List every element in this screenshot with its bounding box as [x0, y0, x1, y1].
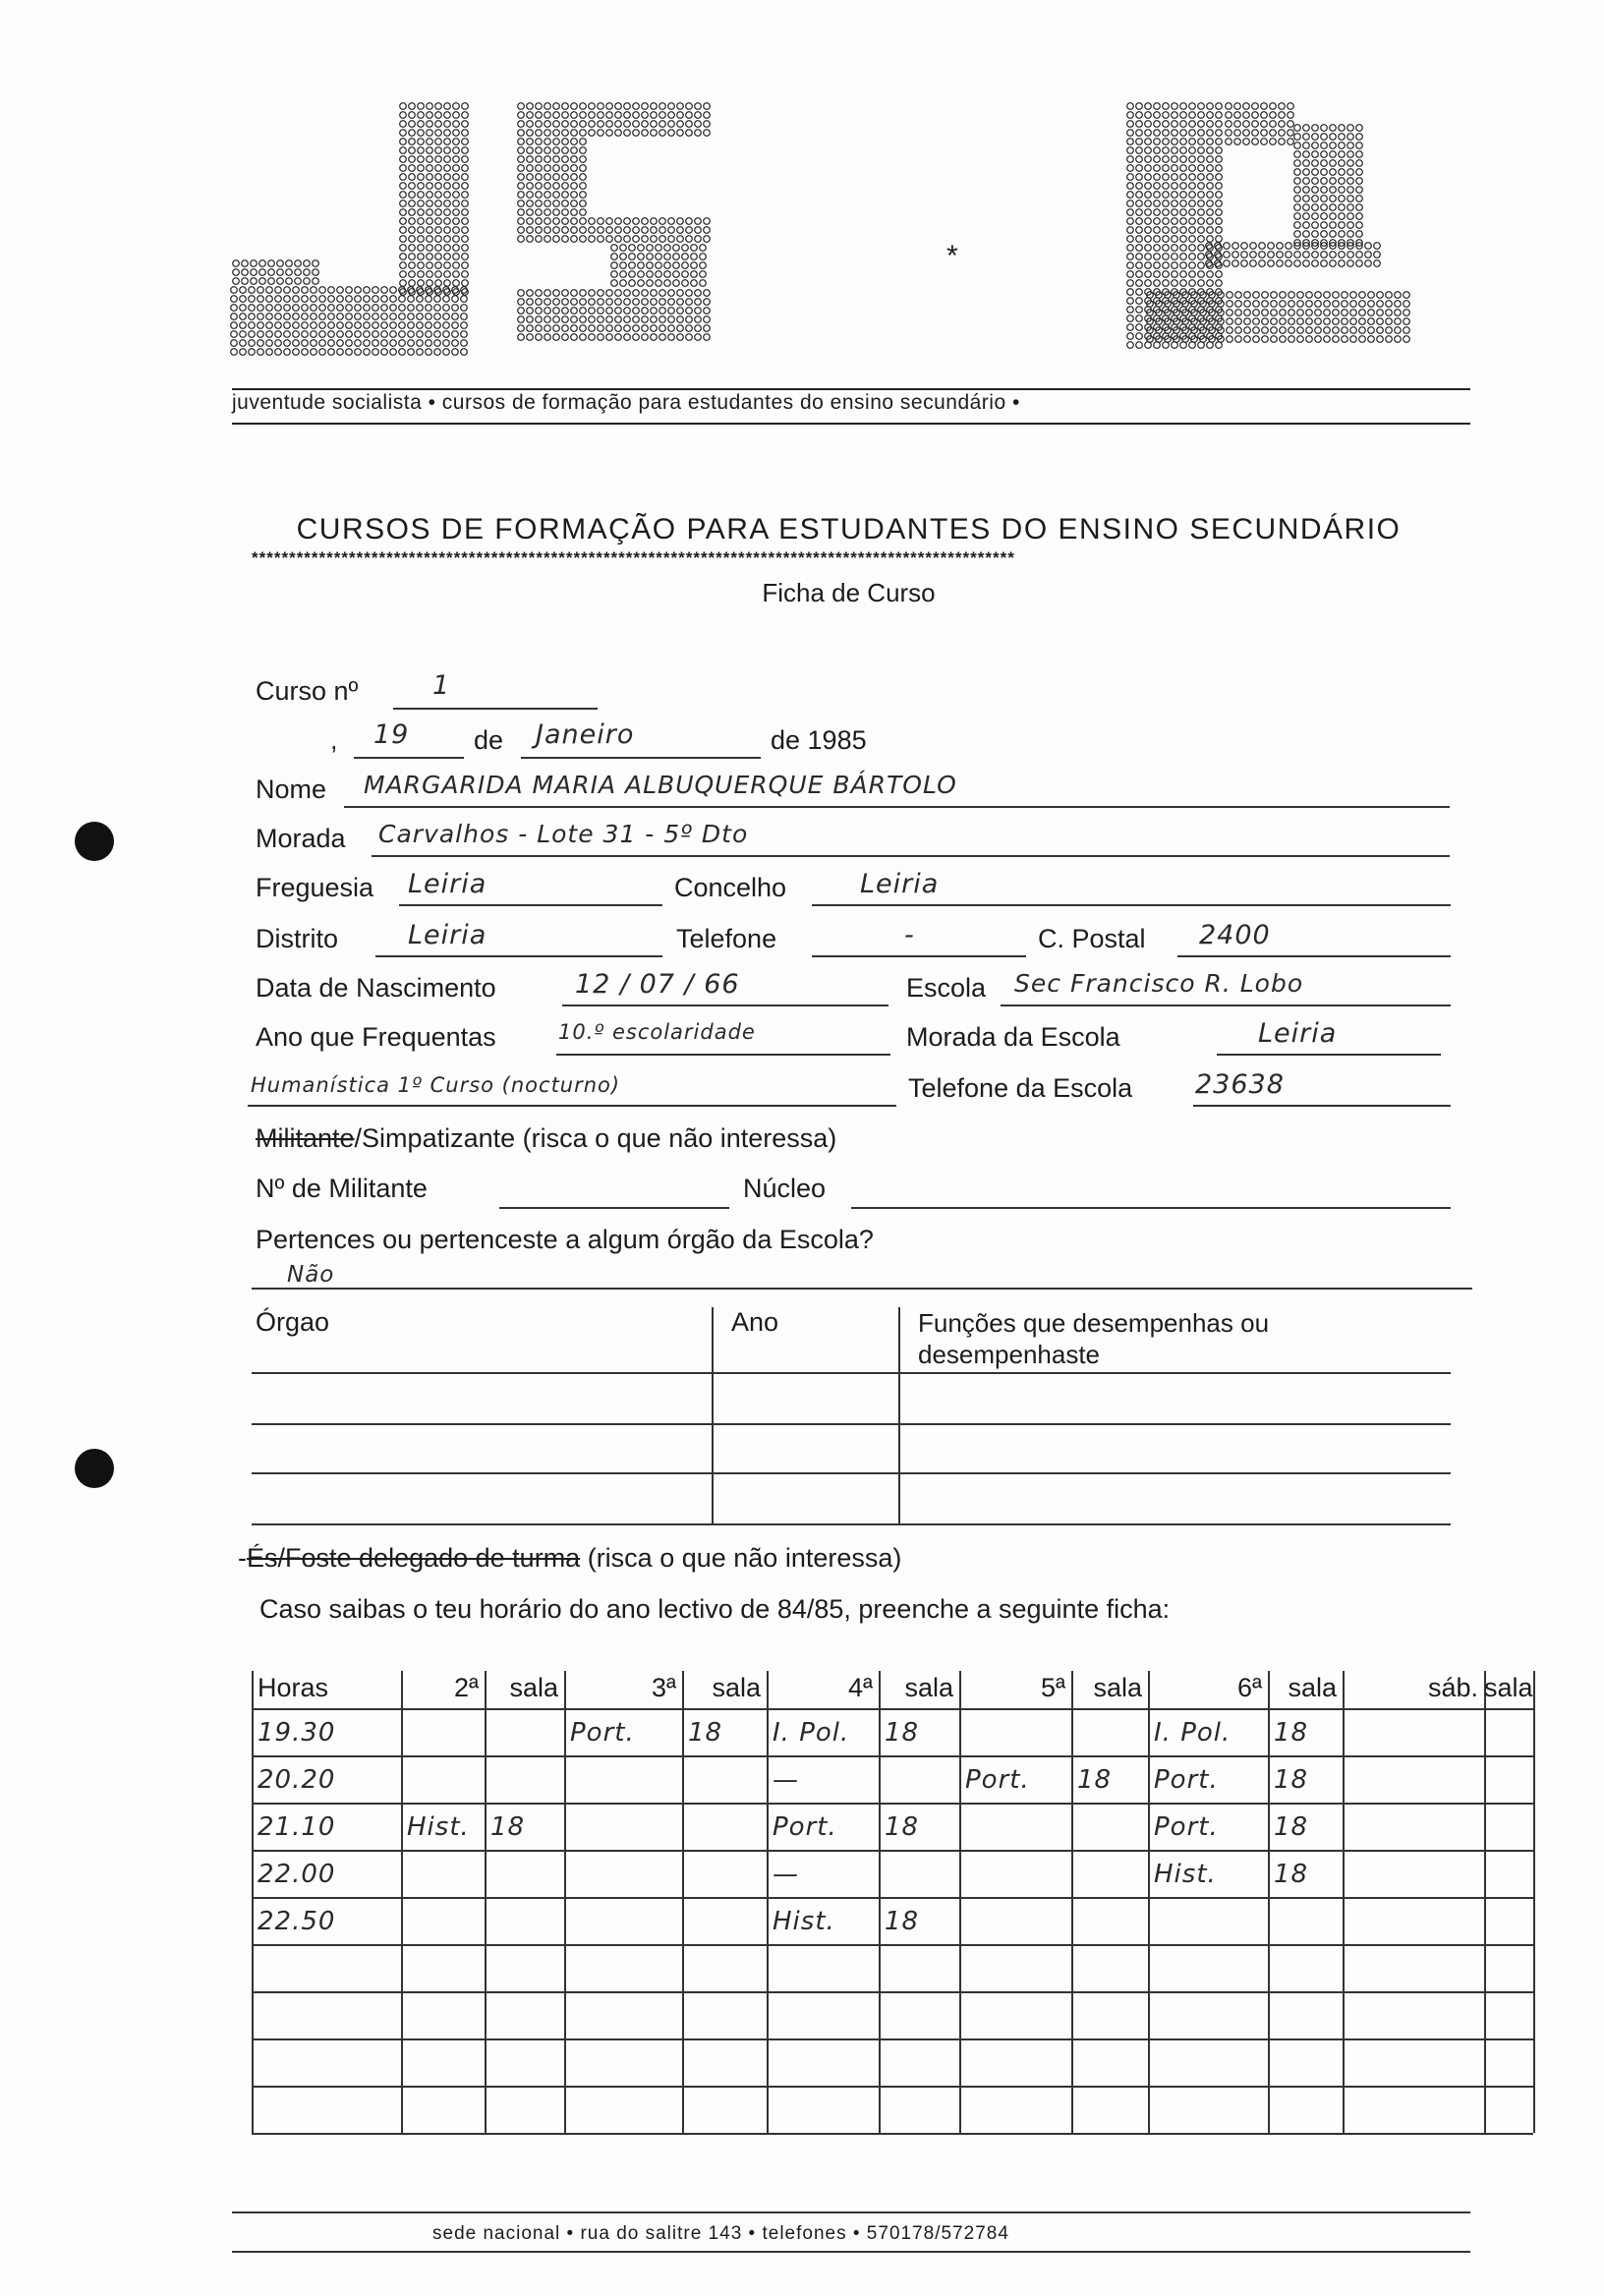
schedule-col-line: [959, 1671, 961, 2133]
schedule-header-cell: sala: [712, 1673, 761, 1702]
schedule-cell[interactable]: 18: [885, 1812, 920, 1842]
delegado-rest: (risca o que não interessa): [580, 1543, 902, 1573]
nucleo-label: Núcleo: [743, 1174, 827, 1203]
num-militante-label: Nº de Militante: [256, 1174, 428, 1203]
cpostal-value[interactable]: 2400: [1199, 920, 1271, 950]
nome-label: Nome: [256, 775, 327, 804]
schedule-header-cell: Horas: [258, 1673, 329, 1702]
curso-label: Curso nº: [256, 676, 359, 706]
nascimento-label: Data de Nascimento: [256, 973, 496, 1003]
schedule-header-line: [252, 1708, 1533, 1710]
schedule-row-line: [252, 2038, 1533, 2040]
date-de-label: de: [474, 725, 504, 755]
schedule-header-cell: sala: [1288, 1673, 1337, 1702]
schedule-cell[interactable]: 18: [490, 1812, 526, 1842]
schedule-row-line: [252, 1897, 1533, 1899]
nome-value[interactable]: MARGARIDA MARIA ALBUQUERQUE BÁRTOLO: [364, 771, 957, 799]
orgao-question: Pertences ou pertenceste a algum órgão da Escola?: [256, 1225, 874, 1254]
delegado-struck: És/Foste delegado de turma: [247, 1543, 581, 1573]
js-logo: [226, 98, 1494, 393]
schedule-cell[interactable]: 18: [1274, 1812, 1309, 1842]
schedule-col-line: [1268, 1671, 1270, 2133]
schedule-cell[interactable]: Hist.: [407, 1812, 470, 1842]
schedule-cell[interactable]: Port.: [570, 1718, 635, 1748]
distrito-value[interactable]: Leiria: [408, 920, 487, 950]
schedule-row-line: [252, 1850, 1533, 1852]
freguesia-label: Freguesia: [256, 873, 374, 902]
ano-label: Ano que Frequentas: [256, 1022, 496, 1052]
schedule-col-line: [1148, 1671, 1150, 2133]
schedule-col-line: [767, 1671, 769, 2133]
curso-value[interactable]: 1: [432, 670, 451, 701]
morada-value[interactable]: Carvalhos - Lote 31 - 5º Dto: [378, 820, 749, 848]
schedule-cell[interactable]: —: [773, 1860, 799, 1889]
schedule-cell[interactable]: 18: [885, 1907, 920, 1936]
delegado-line: -És/Foste delegado de turma (risca o que não interessa): [238, 1543, 902, 1573]
schedule-cell[interactable]: 18: [1274, 1860, 1309, 1889]
militante-rest: /Simpatizante (risca o que não interessa): [354, 1123, 837, 1153]
schedule-header-cell: sala: [1484, 1673, 1533, 1702]
schedule-cell[interactable]: Port.: [1154, 1765, 1219, 1795]
schedule-cell[interactable]: 18: [1077, 1765, 1113, 1795]
schedule-col-line: [252, 1671, 254, 2133]
schedule-time-cell[interactable]: 22.00: [258, 1860, 336, 1889]
asterisk-divider: ******************************************************************************************************: [252, 548, 1015, 567]
date-day[interactable]: 19: [373, 719, 410, 750]
concelho-value[interactable]: Leiria: [860, 869, 940, 899]
punch-hole-bottom: [75, 1449, 114, 1488]
schedule-col-line: [485, 1671, 487, 2133]
telefone-label: Telefone: [676, 924, 777, 953]
schedule-col-line: [1533, 1671, 1535, 2133]
schedule-header-cell: sala: [509, 1673, 558, 1702]
schedule-cell[interactable]: Hist.: [1154, 1860, 1217, 1889]
schedule-cell[interactable]: 18: [688, 1718, 723, 1748]
schedule-header-cell: sáb.: [1427, 1673, 1478, 1702]
concelho-label: Concelho: [674, 873, 787, 902]
schedule-row-line: [252, 2086, 1533, 2088]
schedule-time-cell[interactable]: 21.10: [258, 1812, 336, 1842]
schedule-col-line: [401, 1671, 403, 2133]
orgao-answer[interactable]: Não: [287, 1262, 335, 1288]
schedule-cell[interactable]: 18: [885, 1718, 920, 1748]
schedule-header-cell: 4ª: [847, 1673, 873, 1702]
date-year: de 1985: [771, 725, 867, 755]
footer-address: sede nacional • rua do salitre 143 • telefones • 570178/572784: [432, 2223, 1009, 2244]
telefone-escola-label: Telefone da Escola: [908, 1073, 1133, 1103]
schedule-row-line: [252, 2133, 1533, 2135]
schedule-col-line: [879, 1671, 881, 2133]
telefone-escola-value[interactable]: 23638: [1195, 1069, 1285, 1100]
schedule-row-line: [252, 1755, 1533, 1757]
escola-value[interactable]: Sec Francisco R. Lobo: [1014, 969, 1304, 998]
schedule-row-line: [252, 1944, 1533, 1946]
schedule-col-line: [1343, 1671, 1345, 2133]
ano-header: Ano: [731, 1307, 779, 1337]
schedule-time-cell[interactable]: 22.50: [258, 1907, 336, 1936]
schedule-col-line: [1484, 1671, 1486, 2133]
morada-label: Morada: [256, 824, 346, 853]
punch-hole-top: [75, 822, 114, 861]
schedule-cell[interactable]: 18: [1274, 1765, 1309, 1795]
schedule-cell[interactable]: I. Pol.: [773, 1718, 850, 1748]
schedule-row-line: [252, 1991, 1533, 1993]
militante-struck: Militante: [256, 1123, 355, 1153]
cpostal-label: C. Postal: [1038, 924, 1146, 953]
telefone-value[interactable]: -: [904, 920, 915, 950]
schedule-header-cell: 5ª: [1040, 1673, 1065, 1702]
horario-intro: Caso saibas o teu horário do ano lectivo de 84/85, preenche a seguinte ficha:: [259, 1594, 1171, 1624]
schedule-cell[interactable]: Port.: [1154, 1812, 1219, 1842]
distrito-label: Distrito: [256, 924, 339, 953]
logo-dot: *: [946, 240, 958, 272]
schedule-col-line: [564, 1671, 566, 2133]
ano-value-continued[interactable]: Humanística 1º Curso (nocturno): [251, 1073, 621, 1097]
page-title: CURSOS DE FORMAÇÃO PARA ESTUDANTES DO ENSINO SECUNDÁRIO: [296, 513, 1402, 545]
header-caption: juventude socialista • cursos de formação para estudantes do ensino secundário •: [232, 391, 1020, 414]
schedule-col-line: [682, 1671, 684, 2133]
date-comma: ,: [330, 725, 338, 755]
schedule-col-line: [1071, 1671, 1073, 2133]
schedule-cell[interactable]: I. Pol.: [1154, 1718, 1232, 1748]
date-month[interactable]: Janeiro: [536, 719, 635, 750]
page-subtitle: Ficha de Curso: [762, 578, 936, 607]
schedule-header-cell: 6ª: [1236, 1673, 1262, 1702]
schedule-header-cell: 3ª: [651, 1673, 676, 1702]
morada-escola-value[interactable]: Leiria: [1258, 1018, 1338, 1049]
orgao-header: Órgao: [256, 1307, 330, 1337]
schedule-time-cell[interactable]: 19.30: [258, 1718, 336, 1748]
schedule-row-line: [252, 1803, 1533, 1805]
schedule-cell[interactable]: Port.: [773, 1812, 837, 1842]
nascimento-value[interactable]: 12 / 07 / 66: [575, 969, 740, 1000]
funcoes-header: Funções que desempenhas ou desempenhaste: [918, 1308, 1270, 1369]
escola-label: Escola: [906, 973, 987, 1003]
schedule-cell[interactable]: Hist.: [773, 1907, 835, 1936]
schedule-header-cell: sala: [904, 1673, 953, 1702]
ano-value[interactable]: 10.º escolaridade: [558, 1020, 756, 1044]
freguesia-value[interactable]: Leiria: [408, 869, 487, 899]
schedule-cell[interactable]: Port.: [965, 1765, 1030, 1795]
morada-escola-label: Morada da Escola: [906, 1022, 1120, 1052]
schedule-cell[interactable]: —: [773, 1765, 799, 1795]
schedule-cell[interactable]: 18: [1274, 1718, 1309, 1748]
militante-line: [256, 1123, 836, 1154]
schedule-time-cell[interactable]: 20.20: [258, 1765, 336, 1795]
schedule-header-cell: 2ª: [453, 1673, 479, 1702]
schedule-header-cell: sala: [1093, 1673, 1142, 1702]
